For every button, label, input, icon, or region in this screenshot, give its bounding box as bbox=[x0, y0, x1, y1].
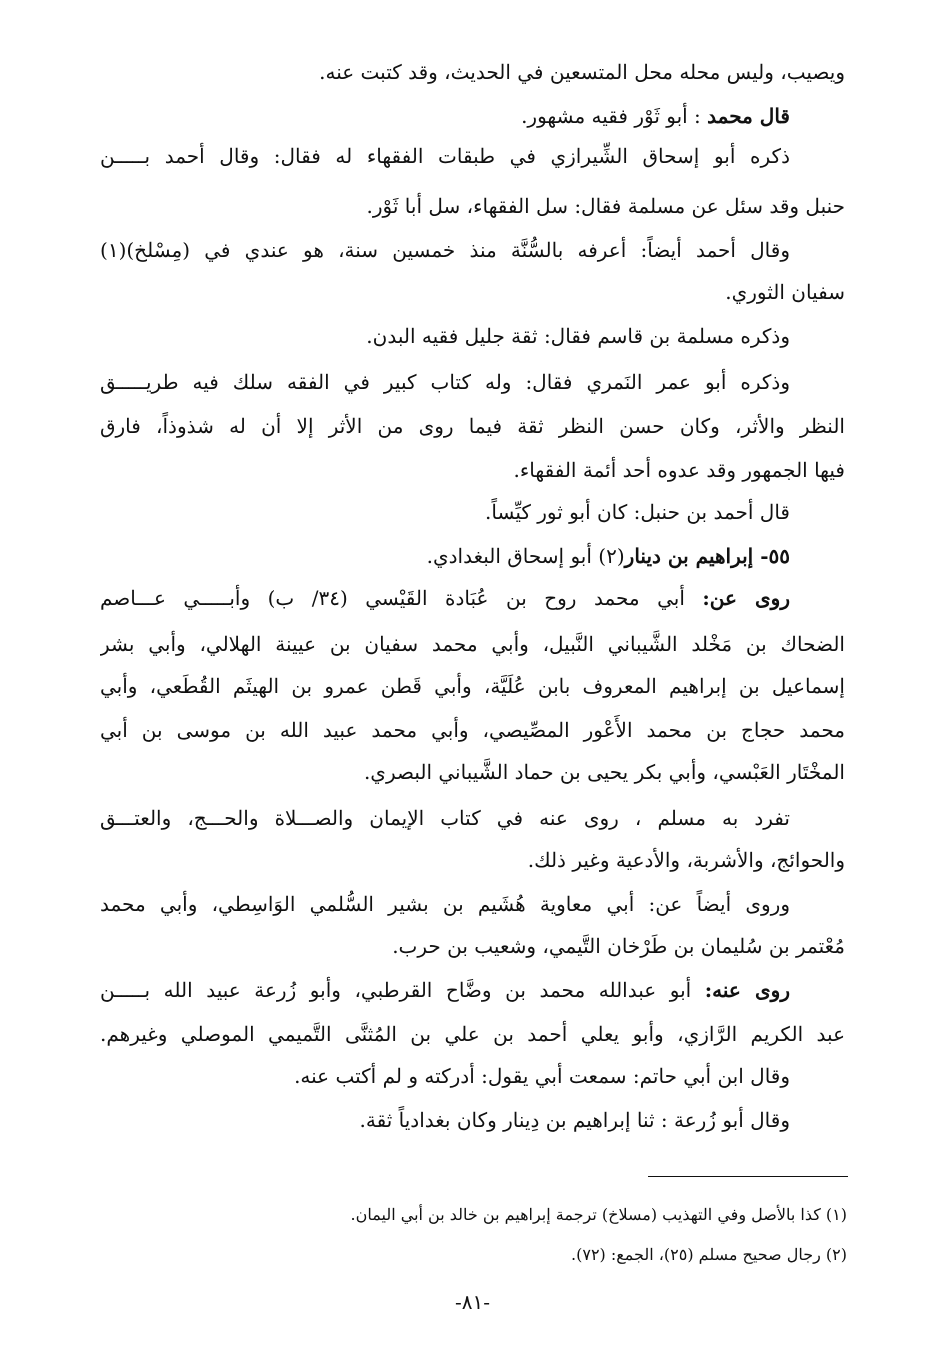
footnote: (٢) رجال صحيح مسلم (٢٥)، الجمع: (٧٢). bbox=[571, 1245, 847, 1264]
text-line: ذكره أبو إسحاق الشِّيرازي في طبقات الفقهاء له فقال: وقال أحمد بـــــن bbox=[100, 144, 790, 168]
text-line: والحوائج، والأشربة، والأدعية وغير ذلك. bbox=[527, 848, 845, 872]
text-line: قال أحمد بن حنبل: كان أبو ثور كيِّساً. bbox=[485, 500, 790, 524]
text-line: وقال أحمد أيضاً: أعرفه بالسُّنَّة منذ خمسين سنة، هو عندي في (مِسْلخ)(١) bbox=[100, 238, 790, 262]
footnote: (١) كذا بالأصل وفي التهذيب (مسلاخ) ترجمة إبراهيم بن خالد بن أبي اليمان. bbox=[350, 1205, 847, 1224]
text-line: حنبل وقد سئل عن مسلمة فقال: سل الفقهاء، سل أبا ثَوْر. bbox=[366, 194, 845, 218]
footnote-divider bbox=[648, 1176, 848, 1177]
text-line: روى عن: أبي محمد روح بن عُبَادة القَيْسي (٣٤/ ب) وأبـــــي عـــاصم bbox=[100, 586, 790, 610]
text-line: سفيان الثوري. bbox=[725, 280, 845, 304]
text-line: فيها الجمهور وقد عدوه أحد أئمة الفقهاء. bbox=[513, 458, 845, 482]
text-line: روى عنه: أبو عبدالله محمد بن وضَّاح القرطبي، وأبو زُرعة عبيد الله بـــــن bbox=[100, 978, 790, 1002]
text-line: وذكره أبو عمر النَمري فقال: وله كتاب كبير في الفقه سلك فيه طريـــــق bbox=[100, 370, 790, 394]
text-line: إسماعيل بن إبراهيم المعروف بابن عُلَيَّة، وأبي قَطن عمرو بن الهيثَم القُطَعي، وأبي bbox=[100, 674, 845, 698]
page-number: -٨١- bbox=[454, 1290, 490, 1314]
text-line: عبد الكريم الرَّازي، وأبو يعلي أحمد بن علي بن المُثنَّى التَّميمي الموصلي وغيرهم. bbox=[100, 1022, 845, 1046]
text-line: الضحاك بن مَخْلد الشَّيباني النَّبيل، وأبي محمد سفيان بن عيينة الهلالي، وأبي بشر bbox=[100, 632, 845, 656]
text-line: وقال ابن أبي حاتم: سمعت أبي يقول: أدركته و لم أكتب عنه. bbox=[294, 1064, 790, 1088]
text-line: ويصيب، وليس محله محل المتسعين في الحديث، وقد كتبت عنه. bbox=[319, 60, 845, 84]
text-line: وذكره مسلمة بن قاسم فقال: ثقة جليل فقيه البدن. bbox=[366, 324, 790, 348]
text-line: المخْتَار العَبْسي، وأبي بكر يحيى بن حماد الشَّيباني البصري. bbox=[363, 760, 845, 784]
text-line: وقال أبو زُرعة : ثنا إبراهيم بن دِينار وكان بغدادياً ثقة. bbox=[359, 1108, 790, 1132]
text-line: مُعْتمر بن سُليمان بن طَرْخان التَّيمي، وشعيب بن حرب. bbox=[392, 934, 845, 958]
text-line: النظر والأثر، وكان حسن النظر ثقة فيما روى من الأثر إلا أن له شذوذاً، فارق bbox=[100, 414, 845, 438]
text-line: تفرد به مسلم ، روى عنه في كتاب الإيمان والصـــلاة والحـــج، والعتـــق bbox=[100, 806, 790, 830]
text-line: ٥٥- إبراهيم بن دينار(٢) أبو إسحاق البغدادي. bbox=[426, 544, 790, 568]
text-line: محمد حجاج بن محمد الأَعْور المصِّيصي، وأبي محمد عبيد الله بن موسى بن أبي bbox=[100, 718, 845, 742]
text-line: وروى أيضاً عن: أبي معاوية هُشَيم بن بشير السُّلمي الوَاسِطي، وأبي محمد bbox=[100, 892, 790, 916]
text-line: قال محمد : أبو ثَوْر فقيه مشهور. bbox=[521, 104, 790, 128]
